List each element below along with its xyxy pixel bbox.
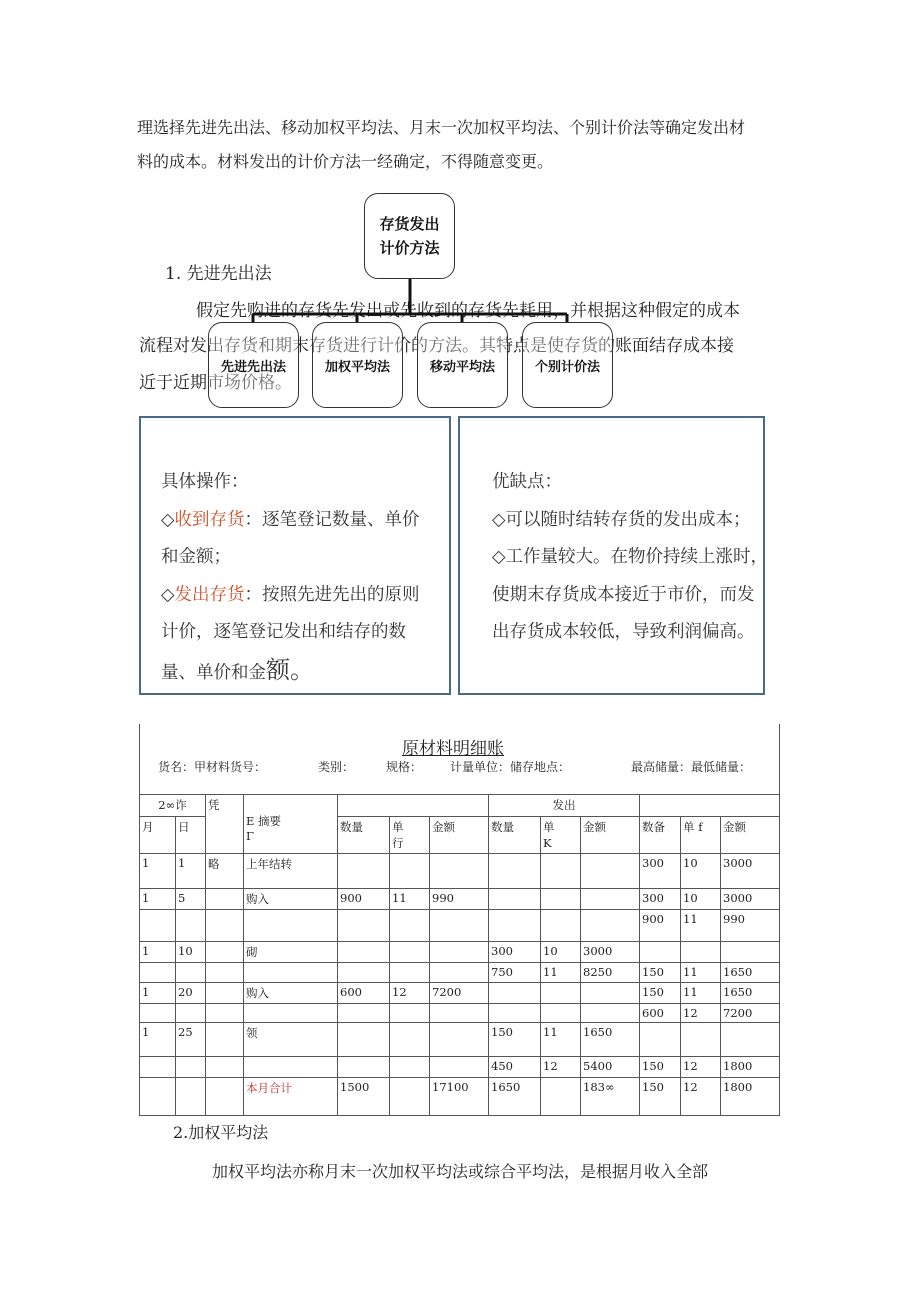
ledger-cell-out-qty (489, 983, 541, 1004)
ledger-cell-in-qty (338, 910, 390, 942)
ledger-cell-bal-amt: 1800 (721, 1078, 780, 1116)
ledger-meta-goods: 货名：甲材料货号： (158, 760, 267, 774)
ledger-cell-bal-qty: 900 (640, 910, 681, 942)
ledger-header-bal-qty: 数备 (640, 817, 681, 854)
ledger-cell-in-price (390, 1004, 430, 1023)
ledger-header-out-qty: 数量 (489, 817, 541, 854)
ledger-cell-out-price (541, 910, 581, 942)
ledger-cell-bal-qty (640, 1023, 681, 1057)
section-1-line-1: 假定先购进的存货先发出或先收到的存货先耗用，并根据这种假定的成本 (196, 301, 740, 321)
diamond-icon: ◇ (161, 509, 175, 530)
panel-pros-cons (458, 416, 768, 695)
ledger-cell-out-price (541, 854, 581, 889)
ledger-row (140, 963, 780, 983)
intro-line-2: 料的成本。材料发出的计价方法一经确定，不得随意变更。 (137, 152, 554, 171)
ledger-header-bal-price: 单 f (681, 817, 721, 854)
ledger-cell-summary (244, 1004, 338, 1023)
ledger-cell-in-price (390, 963, 430, 983)
ledger-header-out-amt: 金额 (581, 817, 640, 854)
diagram-root-box (364, 193, 455, 279)
panel-pros-cons-line-4: 出存货成本较低，导致利润偏高。 (492, 622, 755, 642)
section-1-line-3: 近于近期市场价格。 (139, 373, 292, 393)
ledger-cell-in-amt (430, 963, 489, 983)
ledger-cell-out-price: 12 (541, 1057, 581, 1078)
ledger-cell-bal-price: 11 (681, 963, 721, 983)
ledger-cell-in-qty: 900 (338, 889, 390, 910)
ledger-cell-in-amt: 7200 (430, 983, 489, 1004)
panel-pros-cons-line-3: 使期末存货成本接近于市价，而发 (492, 584, 755, 605)
diagram-child-fifo: 先进先出法 (208, 322, 299, 408)
ledger-cell-bal-price: 10 (681, 889, 721, 910)
ledger-frame-left (139, 724, 140, 794)
ledger-cell-out-qty: 300 (489, 942, 541, 963)
ledger-cell-in-price (390, 1057, 430, 1078)
ledger-cell-out-price (541, 983, 581, 1004)
ledger-cell-month: 1 (140, 889, 176, 910)
ledger-frame-right (779, 724, 780, 794)
panel-operation-line-5-end: 额。 (266, 655, 314, 684)
ledger-cell-in-qty: 600 (338, 983, 390, 1004)
ledger-cell-bal-price: 12 (681, 1004, 721, 1023)
ledger-cell-out-amt: 183∞ (581, 1078, 640, 1116)
ledger-cell-day (176, 1078, 206, 1116)
ledger-cell-out-amt (581, 854, 640, 889)
panel-operation-line-5: 量、单价和金 (161, 662, 266, 683)
ledger-cell-day: 10 (176, 942, 206, 963)
ledger-cell-bal-qty: 600 (640, 1004, 681, 1023)
panel-operation-line-4: 计价，逐笔登记发出和结存的数 (161, 622, 406, 642)
ledger-cell-out-amt: 5400 (581, 1057, 640, 1078)
ledger-cell-in-qty (338, 963, 390, 983)
ledger-cell-month: 1 (140, 1023, 176, 1057)
ledger-header-row-1 (140, 795, 780, 817)
ledger-cell-bal-amt: 1800 (721, 1057, 780, 1078)
section-2-heading: 2.加权平均法 (173, 1123, 269, 1142)
ledger-cell-month (140, 1004, 176, 1023)
ledger-cell-month: 1 (140, 983, 176, 1004)
ledger-cell-in-price (390, 910, 430, 942)
ledger-cell-voucher (206, 1023, 244, 1057)
ledger-cell-voucher (206, 1004, 244, 1023)
ledger-cell-out-amt: 1650 (581, 1023, 640, 1057)
ledger-cell-bal-amt: 1650 (721, 983, 780, 1004)
ledger-header-summary: E 摘要 Γ (244, 795, 338, 854)
ledger-row (140, 942, 780, 963)
ledger-cell-in-qty (338, 1004, 390, 1023)
ledger-cell-bal-qty (640, 942, 681, 963)
ledger-cell-in-qty (338, 942, 390, 963)
receive-goods-label: 收到存货 (174, 509, 245, 530)
ledger-cell-out-qty: 450 (489, 1057, 541, 1078)
ledger-cell-in-amt (430, 854, 489, 889)
section-2-line-1: 加权平均法亦称月末一次加权平均法或综合平均法，是根据月收入全部 (212, 1162, 709, 1181)
ledger-cell-day (176, 963, 206, 983)
ledger-meta-category: 类别： (318, 760, 355, 774)
ledger-cell-bal-qty: 150 (640, 983, 681, 1004)
ledger-row (140, 854, 780, 889)
ledger-cell-voucher (206, 983, 244, 1004)
issue-goods-label: 发出存货 (174, 584, 245, 605)
diagram-root-line-2: 计价方法 (379, 239, 440, 257)
ledger-header-day: 日 (176, 817, 206, 854)
ledger-cell-month (140, 963, 176, 983)
ledger-cell-month (140, 1078, 176, 1116)
ledger-title: 原材料明细账 (402, 739, 504, 759)
ledger-cell-out-price: 11 (541, 1023, 581, 1057)
ledger-cell-bal-price: 11 (681, 910, 721, 942)
ledger-cell-summary: 购入 (244, 889, 338, 910)
ledger-cell-out-qty: 750 (489, 963, 541, 983)
ledger-cell-bal-amt: 3000 (721, 889, 780, 910)
ledger-meta-limits: 最高储量：最低储量： (631, 760, 752, 774)
ledger-cell-bal-price (681, 1023, 721, 1057)
ledger-cell-in-price (390, 1023, 430, 1057)
ledger-cell-bal-price: 11 (681, 983, 721, 1004)
ledger-cell-voucher (206, 910, 244, 942)
ledger-cell-bal-amt: 1650 (721, 963, 780, 983)
ledger-cell-out-qty: 150 (489, 1023, 541, 1057)
ledger-row (140, 910, 780, 942)
diagram-child-specific: 个别计价法 (522, 322, 613, 408)
ledger-row (140, 1004, 780, 1023)
ledger-cell-day: 1 (176, 854, 206, 889)
ledger-header-in-amt: 金额 (430, 817, 489, 854)
ledger-cell-in-amt (430, 1004, 489, 1023)
ledger-cell-day (176, 1004, 206, 1023)
ledger-cell-in-price (390, 1078, 430, 1116)
ledger-header-month: 月 (140, 817, 176, 854)
ledger-cell-bal-qty: 300 (640, 889, 681, 910)
diagram-root-line-1: 存货发出 (379, 215, 440, 233)
ledger-cell-in-amt: 990 (430, 889, 489, 910)
ledger-cell-voucher (206, 1057, 244, 1078)
ledger-cell-summary: 砌 (244, 942, 338, 963)
ledger-cell-voucher (206, 1078, 244, 1116)
ledger-cell-voucher (206, 942, 244, 963)
ledger-cell-summary (244, 910, 338, 942)
ledger-cell-out-price: 10 (541, 942, 581, 963)
ledger-row (140, 1078, 780, 1116)
ledger-cell-month (140, 910, 176, 942)
ledger-cell-out-qty (489, 854, 541, 889)
ledger-cell-bal-qty: 300 (640, 854, 681, 889)
ledger-cell-out-amt (581, 1004, 640, 1023)
ledger-cell-day (176, 910, 206, 942)
ledger-cell-month: 1 (140, 942, 176, 963)
diagram-child-moving: 移动平均法 (417, 322, 508, 408)
ledger-header-out-price: 单 K (541, 817, 581, 854)
ledger-cell-month (140, 1057, 176, 1078)
ledger-body (140, 854, 780, 1116)
ledger-cell-day (176, 1057, 206, 1078)
ledger-cell-out-price: 11 (541, 963, 581, 983)
ledger-cell-voucher (206, 889, 244, 910)
intro-line-1: 理选择先进先出法、移动加权平均法、月末一次加权平均法、个别计价法等确定发出材 (137, 118, 746, 137)
ledger-cell-bal-price (681, 942, 721, 963)
panel-operation (139, 416, 451, 695)
ledger-row (140, 983, 780, 1004)
panel-pros-cons-title: 优缺点： (492, 472, 562, 492)
ledger-cell-bal-price: 12 (681, 1057, 721, 1078)
ledger-cell-out-qty (489, 1004, 541, 1023)
section-1-line-2: 流程对发出存货和期末存货进行计价的方法。其特点是使存货的账面结存成本接 (139, 336, 734, 356)
section-1-heading: 1. 先进先出法 (165, 264, 272, 284)
ledger-cell-in-qty (338, 854, 390, 889)
ledger-header-year: 2∞诈 (140, 795, 206, 817)
ledger-cell-in-qty (338, 1023, 390, 1057)
ledger-row (140, 889, 780, 910)
panel-operation-line-2: 和金额； (161, 547, 231, 567)
panel-pros-cons-line-2: ◇工作量较大。在物价持续上涨时， (492, 547, 768, 567)
ledger-header-voucher: 凭 (206, 795, 244, 854)
ledger-cell-out-qty (489, 889, 541, 910)
ledger-cell-in-qty: 1500 (338, 1078, 390, 1116)
ledger-cell-in-price: 12 (390, 983, 430, 1004)
ledger-row (140, 1057, 780, 1078)
ledger-cell-bal-amt: 990 (721, 910, 780, 942)
ledger-cell-bal-amt: 3000 (721, 854, 780, 889)
ledger-cell-bal-amt (721, 1023, 780, 1057)
ledger-header-issue: 发出 (489, 795, 640, 817)
ledger-cell-in-amt (430, 1057, 489, 1078)
ledger-cell-day: 20 (176, 983, 206, 1004)
ledger-cell-summary (244, 1057, 338, 1078)
panel-operation-line-3: ：按照先进先出的原则 (244, 584, 420, 605)
panel-operation-line-1: ：逐笔登记数量、单价 (244, 509, 420, 530)
ledger-cell-in-price (390, 854, 430, 889)
diagram-child-weighted: 加权平均法 (312, 322, 403, 408)
ledger-cell-out-amt: 8250 (581, 963, 640, 983)
ledger-cell-in-qty (338, 1057, 390, 1078)
diamond-icon: ◇ (161, 584, 175, 605)
ledger-cell-bal-qty: 150 (640, 1078, 681, 1116)
ledger-cell-summary: 购入 (244, 983, 338, 1004)
ledger-cell-in-price (390, 942, 430, 963)
ledger-cell-out-price (541, 889, 581, 910)
ledger-row (140, 1023, 780, 1057)
ledger-cell-out-price (541, 1004, 581, 1023)
ledger-cell-summary: 上年结转 (244, 854, 338, 889)
ledger-cell-bal-amt: 7200 (721, 1004, 780, 1023)
ledger-cell-day: 25 (176, 1023, 206, 1057)
ledger-cell-summary: 领 (244, 1023, 338, 1057)
ledger-cell-summary (244, 963, 338, 983)
ledger-meta-spec: 规格： (386, 760, 423, 774)
ledger-header-bal-amt: 金额 (721, 817, 780, 854)
ledger-header-in-qty: 数量 (338, 817, 390, 854)
ledger-cell-bal-qty: 150 (640, 963, 681, 983)
ledger-cell-out-qty (489, 910, 541, 942)
ledger-cell-out-amt (581, 910, 640, 942)
ledger-cell-out-price (541, 1078, 581, 1116)
ledger-cell-in-amt: 17100 (430, 1078, 489, 1116)
ledger-cell-in-price: 11 (390, 889, 430, 910)
ledger-cell-out-amt: 3000 (581, 942, 640, 963)
ledger-table (139, 794, 780, 1116)
ledger-cell-bal-qty: 150 (640, 1057, 681, 1078)
ledger-cell-voucher (206, 963, 244, 983)
panel-pros-cons-line-1: ◇可以随时结转存货的发出成本； (492, 509, 751, 530)
ledger-cell-bal-price: 12 (681, 1078, 721, 1116)
ledger-cell-voucher: 略 (206, 854, 244, 889)
ledger-cell-out-qty: 1650 (489, 1078, 541, 1116)
ledger-meta-unit: 计量单位：储存地点： (450, 760, 571, 774)
ledger-cell-in-amt (430, 942, 489, 963)
panel-operation-title: 具体操作： (161, 472, 249, 492)
ledger-header-in-price: 单 行 (390, 817, 430, 854)
ledger-cell-out-amt (581, 983, 640, 1004)
ledger-cell-in-amt (430, 1023, 489, 1057)
ledger-cell-summary: 本月合计 (244, 1078, 338, 1116)
ledger-cell-in-amt (430, 910, 489, 942)
ledger-cell-month: 1 (140, 854, 176, 889)
ledger-cell-bal-amt (721, 942, 780, 963)
ledger-cell-bal-price: 10 (681, 854, 721, 889)
ledger-cell-out-amt (581, 889, 640, 910)
ledger-cell-day: 5 (176, 889, 206, 910)
